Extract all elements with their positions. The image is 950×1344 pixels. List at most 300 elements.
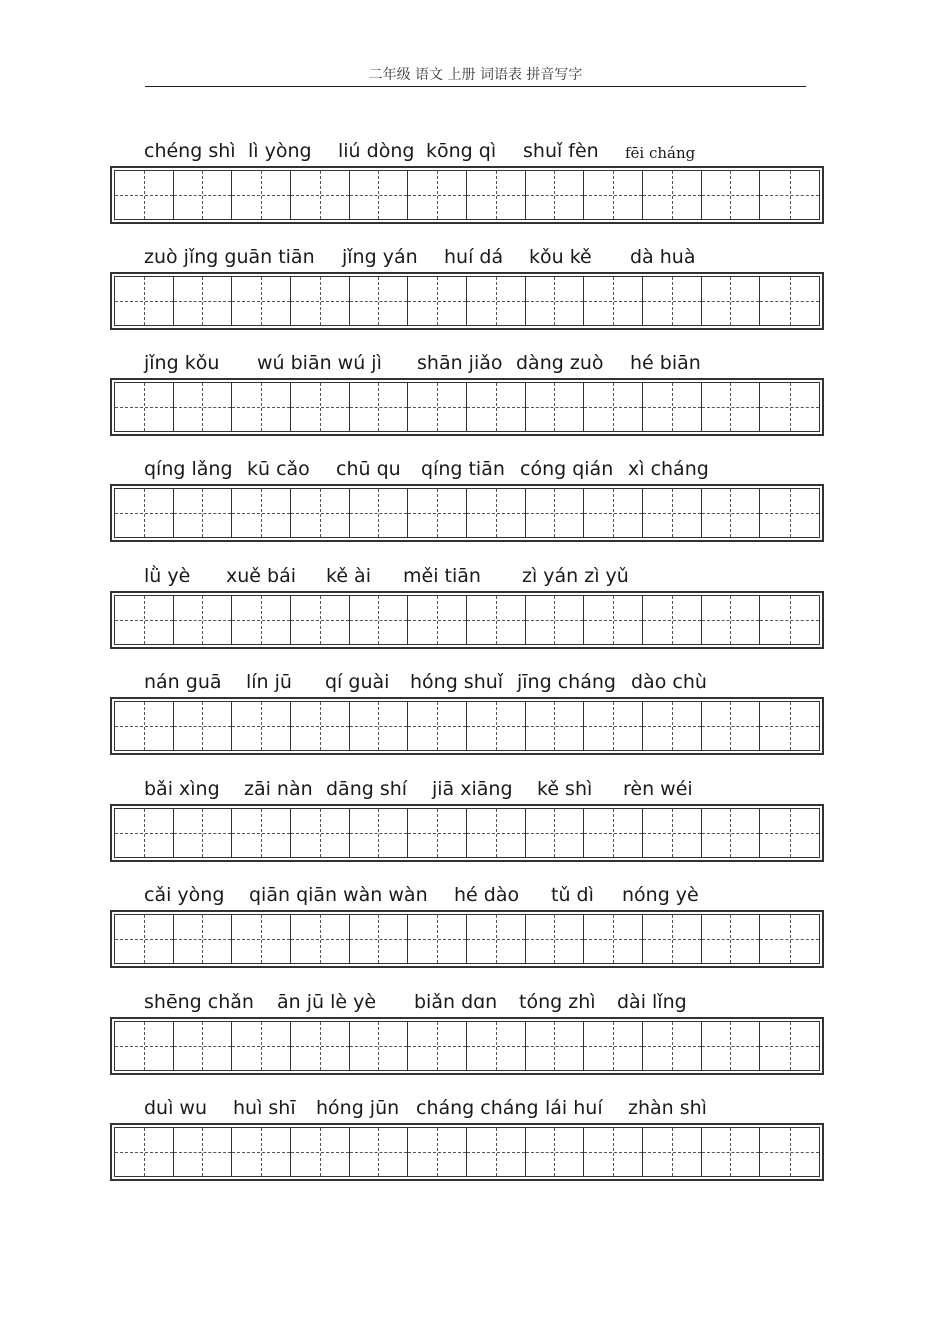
pinyin-word: qíng tiān	[421, 458, 505, 480]
writing-cell[interactable]	[115, 702, 174, 750]
writing-cell[interactable]	[115, 915, 174, 963]
writing-cell[interactable]	[643, 809, 702, 857]
pinyin-word: lǜ yè	[144, 565, 191, 587]
writing-cell[interactable]	[350, 171, 409, 219]
writing-cell[interactable]	[291, 383, 350, 431]
pinyin-line	[0, 561, 950, 591]
cell-horizontal-guide	[115, 407, 173, 408]
cell-horizontal-guide	[408, 620, 466, 621]
cell-horizontal-guide	[350, 726, 408, 727]
writing-cell[interactable]	[760, 702, 819, 750]
cell-horizontal-guide	[760, 833, 819, 834]
writing-cell[interactable]	[115, 489, 174, 537]
writing-grid	[110, 272, 824, 330]
cell-horizontal-guide	[408, 939, 466, 940]
cell-horizontal-guide	[174, 513, 232, 514]
writing-cell[interactable]	[760, 171, 819, 219]
writing-cell[interactable]	[291, 809, 350, 857]
cell-horizontal-guide	[115, 301, 173, 302]
writing-cell[interactable]	[584, 702, 643, 750]
cell-horizontal-guide	[115, 833, 173, 834]
practice-row	[0, 987, 950, 1093]
writing-cell[interactable]	[291, 702, 350, 750]
cell-horizontal-guide	[643, 1046, 701, 1047]
writing-cell[interactable]	[467, 1128, 526, 1176]
writing-cell[interactable]	[115, 596, 174, 644]
cell-horizontal-guide	[115, 1152, 173, 1153]
practice-row	[0, 454, 950, 560]
cell-horizontal-guide	[643, 513, 701, 514]
writing-cell[interactable]	[232, 277, 291, 325]
writing-cell[interactable]	[643, 1128, 702, 1176]
writing-cell[interactable]	[760, 915, 819, 963]
writing-cell[interactable]	[408, 171, 467, 219]
pinyin-line	[0, 454, 950, 484]
cell-horizontal-guide	[760, 1046, 819, 1047]
pinyin-word: chū qu	[336, 458, 401, 480]
pinyin-line	[0, 774, 950, 804]
pinyin-word: kě ài	[326, 565, 371, 587]
practice-row	[0, 561, 950, 667]
page-header: 二年级 语文 上册 词语表 拼音写字	[145, 64, 806, 87]
cell-horizontal-guide	[350, 1046, 408, 1047]
writing-cell[interactable]	[760, 383, 819, 431]
cell-horizontal-guide	[526, 620, 584, 621]
writing-cell[interactable]	[526, 489, 585, 537]
writing-grid	[110, 804, 824, 862]
writing-grid	[110, 591, 824, 649]
cell-horizontal-guide	[467, 407, 525, 408]
cell-horizontal-guide	[702, 1046, 760, 1047]
writing-cell[interactable]	[115, 171, 174, 219]
practice-row	[0, 242, 950, 348]
writing-cell[interactable]	[232, 596, 291, 644]
pinyin-word: jiā xiāng	[432, 778, 513, 800]
cell-horizontal-guide	[526, 833, 584, 834]
cell-horizontal-guide	[174, 407, 232, 408]
cell-horizontal-guide	[467, 513, 525, 514]
cell-horizontal-guide	[643, 833, 701, 834]
pinyin-word: liú dòng	[338, 140, 415, 162]
writing-cell[interactable]	[174, 1022, 233, 1070]
cell-horizontal-guide	[702, 513, 760, 514]
pinyin-word: lì yòng	[248, 140, 312, 162]
writing-cell[interactable]	[702, 1022, 761, 1070]
writing-cell[interactable]	[526, 596, 585, 644]
pinyin-word: xì cháng	[628, 458, 709, 480]
writing-cell[interactable]	[760, 489, 819, 537]
cell-horizontal-guide	[526, 939, 584, 940]
writing-cell[interactable]	[467, 383, 526, 431]
pinyin-line	[0, 880, 950, 910]
writing-cell[interactable]	[702, 489, 761, 537]
writing-cell[interactable]	[350, 915, 409, 963]
cell-horizontal-guide	[702, 407, 760, 408]
cell-horizontal-guide	[291, 833, 349, 834]
writing-cell[interactable]	[408, 1128, 467, 1176]
pinyin-line	[0, 136, 950, 166]
pinyin-word: qíng lǎng	[144, 458, 233, 480]
cell-horizontal-guide	[350, 1152, 408, 1153]
cell-horizontal-guide	[291, 620, 349, 621]
writing-cell[interactable]	[408, 1022, 467, 1070]
pinyin-word: huì shī	[233, 1097, 296, 1119]
pinyin-word: dài lǐng	[617, 991, 687, 1013]
writing-cell[interactable]	[174, 489, 233, 537]
writing-cell[interactable]	[291, 277, 350, 325]
cell-horizontal-guide	[584, 620, 642, 621]
writing-cell[interactable]	[291, 915, 350, 963]
cell-horizontal-guide	[643, 620, 701, 621]
writing-cell[interactable]	[115, 1128, 174, 1176]
cell-horizontal-guide	[584, 301, 642, 302]
writing-cell[interactable]	[584, 809, 643, 857]
writing-grid	[110, 1123, 824, 1181]
cell-horizontal-guide	[232, 620, 290, 621]
pinyin-word: shuǐ fèn	[523, 140, 599, 162]
writing-cell[interactable]	[408, 596, 467, 644]
pinyin-word: hóng jūn	[316, 1097, 400, 1119]
cell-horizontal-guide	[291, 301, 349, 302]
writing-cell[interactable]	[291, 171, 350, 219]
writing-cell[interactable]	[584, 1128, 643, 1176]
writing-grid	[110, 697, 824, 755]
cell-horizontal-guide	[174, 939, 232, 940]
writing-cell[interactable]	[174, 171, 233, 219]
cell-horizontal-guide	[702, 1152, 760, 1153]
cell-horizontal-guide	[115, 513, 173, 514]
cell-horizontal-guide	[115, 1046, 173, 1047]
writing-cell[interactable]	[760, 596, 819, 644]
cell-horizontal-guide	[291, 1046, 349, 1047]
writing-cell[interactable]	[115, 383, 174, 431]
writing-cell[interactable]	[232, 489, 291, 537]
cell-horizontal-guide	[291, 726, 349, 727]
cell-horizontal-guide	[467, 1046, 525, 1047]
practice-row	[0, 348, 950, 454]
pinyin-word: kǒu kě	[529, 246, 592, 268]
cell-horizontal-guide	[760, 195, 819, 196]
writing-cell[interactable]	[174, 809, 233, 857]
cell-horizontal-guide	[760, 1152, 819, 1153]
writing-cell[interactable]	[467, 702, 526, 750]
writing-cell[interactable]	[232, 915, 291, 963]
writing-cell[interactable]	[584, 915, 643, 963]
cell-horizontal-guide	[291, 513, 349, 514]
writing-cell[interactable]	[350, 702, 409, 750]
pinyin-line	[0, 1093, 950, 1123]
cell-horizontal-guide	[584, 1152, 642, 1153]
cell-horizontal-guide	[174, 620, 232, 621]
practice-row	[0, 880, 950, 986]
writing-cell[interactable]	[760, 1128, 819, 1176]
writing-cell[interactable]	[643, 383, 702, 431]
writing-cell[interactable]	[467, 277, 526, 325]
writing-cell[interactable]	[350, 1022, 409, 1070]
cell-horizontal-guide	[408, 195, 466, 196]
pinyin-word: cóng qián	[520, 458, 614, 480]
cell-horizontal-guide	[232, 195, 290, 196]
cell-horizontal-guide	[467, 1152, 525, 1153]
cell-horizontal-guide	[760, 620, 819, 621]
pinyin-line	[0, 348, 950, 378]
writing-cell[interactable]	[526, 915, 585, 963]
pinyin-word: xuě bái	[226, 565, 296, 587]
writing-cell[interactable]	[115, 809, 174, 857]
pinyin-word: hé dào	[454, 884, 520, 906]
cell-horizontal-guide	[408, 407, 466, 408]
pinyin-word: qí guài	[325, 671, 390, 693]
cell-horizontal-guide	[526, 301, 584, 302]
cell-horizontal-guide	[584, 1046, 642, 1047]
writing-cell[interactable]	[232, 1022, 291, 1070]
cell-horizontal-guide	[467, 833, 525, 834]
cell-horizontal-guide	[584, 833, 642, 834]
cell-horizontal-guide	[174, 726, 232, 727]
writing-cell[interactable]	[760, 277, 819, 325]
writing-cell[interactable]	[584, 1022, 643, 1070]
cell-horizontal-guide	[760, 939, 819, 940]
cell-horizontal-guide	[526, 726, 584, 727]
pinyin-word: nán guā	[144, 671, 222, 693]
writing-cell[interactable]	[408, 489, 467, 537]
writing-cell[interactable]	[643, 1022, 702, 1070]
pinyin-word: zhàn shì	[628, 1097, 707, 1119]
writing-cell[interactable]	[408, 702, 467, 750]
cell-horizontal-guide	[643, 407, 701, 408]
cell-horizontal-guide	[584, 939, 642, 940]
cell-horizontal-guide	[467, 726, 525, 727]
cell-horizontal-guide	[584, 195, 642, 196]
cell-horizontal-guide	[232, 513, 290, 514]
cell-horizontal-guide	[174, 195, 232, 196]
pinyin-line	[0, 987, 950, 1017]
cell-horizontal-guide	[526, 513, 584, 514]
pinyin-word: ān jū lè yè	[277, 991, 377, 1013]
writing-cell[interactable]	[174, 383, 233, 431]
writing-cell[interactable]	[526, 809, 585, 857]
writing-cell[interactable]	[584, 489, 643, 537]
pinyin-word: kě shì	[537, 778, 593, 800]
pinyin-word: shān jiǎo	[417, 352, 503, 374]
cell-horizontal-guide	[526, 1152, 584, 1153]
pinyin-word: bǎi xìng	[144, 778, 220, 800]
writing-cell[interactable]	[408, 915, 467, 963]
writing-cell[interactable]	[702, 383, 761, 431]
pinyin-word: hóng shuǐ	[410, 671, 504, 693]
cell-horizontal-guide	[702, 939, 760, 940]
writing-cell[interactable]	[467, 171, 526, 219]
writing-cell[interactable]	[350, 1128, 409, 1176]
writing-cell[interactable]	[643, 489, 702, 537]
writing-cell[interactable]	[291, 1022, 350, 1070]
writing-cell[interactable]	[174, 702, 233, 750]
cell-horizontal-guide	[232, 1152, 290, 1153]
writing-cell[interactable]	[350, 596, 409, 644]
writing-cell[interactable]	[115, 1022, 174, 1070]
cell-horizontal-guide	[291, 195, 349, 196]
pinyin-word: hé biān	[630, 352, 701, 374]
writing-cell[interactable]	[702, 277, 761, 325]
pinyin-word: zāi nàn	[244, 778, 313, 800]
writing-cell[interactable]	[584, 277, 643, 325]
cell-horizontal-guide	[408, 833, 466, 834]
writing-cell[interactable]	[174, 915, 233, 963]
pinyin-word: huí dá	[444, 246, 504, 268]
writing-cell[interactable]	[174, 596, 233, 644]
cell-horizontal-guide	[291, 939, 349, 940]
cell-horizontal-guide	[115, 195, 173, 196]
cell-horizontal-guide	[467, 195, 525, 196]
writing-cell[interactable]	[584, 596, 643, 644]
cell-horizontal-guide	[526, 407, 584, 408]
pinyin-word: jīng cháng	[517, 671, 616, 693]
pinyin-word: dàng zuò	[516, 352, 604, 374]
cell-horizontal-guide	[584, 407, 642, 408]
pinyin-word: tǔ dì	[551, 884, 594, 906]
writing-cell[interactable]	[643, 596, 702, 644]
writing-cell[interactable]	[291, 596, 350, 644]
cell-horizontal-guide	[115, 620, 173, 621]
cell-horizontal-guide	[702, 833, 760, 834]
writing-grid	[110, 378, 824, 436]
cell-horizontal-guide	[115, 939, 173, 940]
cell-horizontal-guide	[350, 407, 408, 408]
writing-cell[interactable]	[350, 489, 409, 537]
writing-cell[interactable]	[643, 277, 702, 325]
pinyin-word: cǎi yòng	[144, 884, 225, 906]
writing-cell[interactable]	[467, 596, 526, 644]
writing-cell[interactable]	[291, 1128, 350, 1176]
writing-cell[interactable]	[584, 383, 643, 431]
pinyin-word: dāng shí	[326, 778, 408, 800]
writing-cell[interactable]	[350, 277, 409, 325]
cell-horizontal-guide	[702, 620, 760, 621]
writing-cell[interactable]	[702, 171, 761, 219]
writing-cell[interactable]	[526, 171, 585, 219]
pinyin-word: lái huí	[545, 1097, 603, 1119]
pinyin-word: kōng qì	[426, 140, 497, 162]
writing-cell[interactable]	[643, 702, 702, 750]
cell-horizontal-guide	[174, 833, 232, 834]
writing-cell[interactable]	[350, 809, 409, 857]
pinyin-word: shēng chǎn	[144, 991, 254, 1013]
practice-row	[0, 667, 950, 773]
writing-cell[interactable]	[408, 383, 467, 431]
writing-cell[interactable]	[232, 383, 291, 431]
cell-horizontal-guide	[232, 301, 290, 302]
writing-cell[interactable]	[174, 1128, 233, 1176]
writing-cell[interactable]	[232, 809, 291, 857]
cell-horizontal-guide	[643, 301, 701, 302]
cell-horizontal-guide	[115, 726, 173, 727]
cell-horizontal-guide	[643, 726, 701, 727]
pinyin-word: jǐng kǒu	[144, 352, 220, 374]
cell-horizontal-guide	[174, 1046, 232, 1047]
writing-grid	[110, 910, 824, 968]
cell-horizontal-guide	[350, 301, 408, 302]
cell-horizontal-guide	[232, 939, 290, 940]
pinyin-word: jǐng yán	[342, 246, 418, 268]
cell-horizontal-guide	[526, 1046, 584, 1047]
pinyin-word: duì wu	[144, 1097, 208, 1119]
writing-cell[interactable]	[702, 809, 761, 857]
cell-horizontal-guide	[760, 726, 819, 727]
pinyin-word: biǎn dɑn	[414, 991, 498, 1013]
cell-horizontal-guide	[643, 939, 701, 940]
writing-cell[interactable]	[643, 915, 702, 963]
writing-cell[interactable]	[232, 171, 291, 219]
writing-cell[interactable]	[760, 809, 819, 857]
cell-horizontal-guide	[350, 620, 408, 621]
writing-cell[interactable]	[702, 596, 761, 644]
pinyin-line	[0, 667, 950, 697]
cell-horizontal-guide	[467, 939, 525, 940]
pinyin-word: měi tiān	[403, 565, 481, 587]
writing-cell[interactable]	[408, 277, 467, 325]
writing-cell[interactable]	[702, 915, 761, 963]
pinyin-word: chéng shì	[144, 140, 236, 162]
pinyin-line	[0, 242, 950, 272]
cell-horizontal-guide	[291, 407, 349, 408]
cell-horizontal-guide	[584, 726, 642, 727]
writing-cell[interactable]	[291, 489, 350, 537]
pinyin-word: fēi cháng	[625, 144, 696, 162]
pinyin-word: lín jū	[246, 671, 292, 693]
pinyin-word: cháng cháng	[416, 1097, 539, 1119]
writing-cell[interactable]	[584, 171, 643, 219]
writing-cell[interactable]	[526, 1128, 585, 1176]
writing-cell[interactable]	[115, 277, 174, 325]
pinyin-word: zuò jǐng guān tiān	[144, 246, 315, 268]
cell-horizontal-guide	[467, 301, 525, 302]
pinyin-word: zì yán zì yǔ	[522, 565, 629, 587]
writing-cell[interactable]	[526, 383, 585, 431]
writing-grid	[110, 166, 824, 224]
writing-cell[interactable]	[467, 809, 526, 857]
cell-horizontal-guide	[174, 1152, 232, 1153]
writing-cell[interactable]	[526, 702, 585, 750]
writing-cell[interactable]	[526, 277, 585, 325]
pinyin-word: rèn wéi	[623, 778, 693, 800]
writing-cell[interactable]	[643, 171, 702, 219]
pinyin-word: dào chù	[631, 671, 707, 693]
writing-cell[interactable]	[760, 1022, 819, 1070]
pinyin-word: nóng yè	[622, 884, 699, 906]
writing-cell[interactable]	[350, 383, 409, 431]
pinyin-word: qiān qiān wàn wàn	[249, 884, 428, 906]
writing-cell[interactable]	[174, 277, 233, 325]
cell-horizontal-guide	[760, 407, 819, 408]
writing-cell[interactable]	[526, 1022, 585, 1070]
practice-row	[0, 1093, 950, 1199]
cell-horizontal-guide	[643, 195, 701, 196]
cell-horizontal-guide	[467, 620, 525, 621]
writing-cell[interactable]	[702, 1128, 761, 1176]
writing-cell[interactable]	[702, 702, 761, 750]
writing-cell[interactable]	[467, 915, 526, 963]
cell-horizontal-guide	[408, 301, 466, 302]
writing-cell[interactable]	[467, 489, 526, 537]
writing-cell[interactable]	[467, 1022, 526, 1070]
cell-horizontal-guide	[350, 939, 408, 940]
writing-cell[interactable]	[408, 809, 467, 857]
writing-cell[interactable]	[232, 702, 291, 750]
cell-horizontal-guide	[350, 513, 408, 514]
cell-horizontal-guide	[702, 195, 760, 196]
cell-horizontal-guide	[408, 1152, 466, 1153]
writing-cell[interactable]	[232, 1128, 291, 1176]
